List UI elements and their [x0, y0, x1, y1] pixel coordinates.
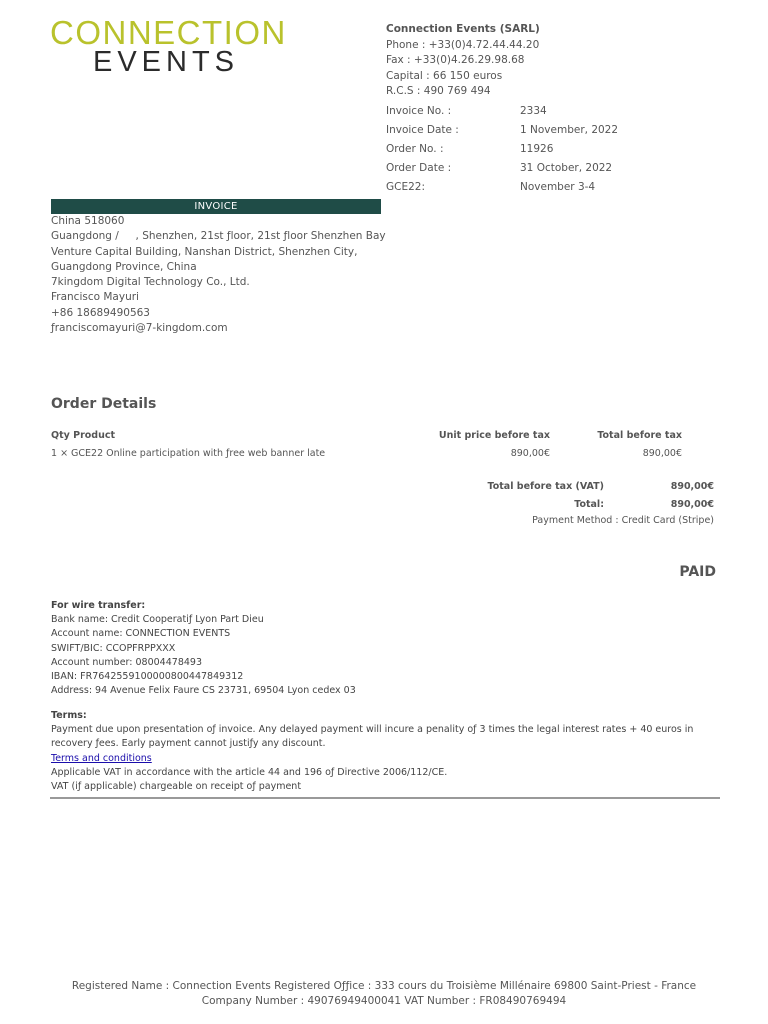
company-phone: Phone : +33(0)4.72.44.44.20	[386, 38, 540, 51]
company-name: Connection Events (SARL)	[386, 23, 540, 35]
address-line: +86 18689490563	[51, 306, 150, 319]
meta-label: GCE22:	[386, 181, 426, 193]
item-total: 890,00€	[642, 448, 682, 459]
meta-row-invoice-no	[386, 104, 618, 123]
logo-connection: CONNECTION	[50, 14, 287, 51]
meta-label: Order Date :	[386, 162, 452, 174]
terms-link[interactable]: Terms and conditions	[51, 752, 152, 764]
meta-value: November 3-4	[520, 181, 596, 193]
wire-line: Bank name: Credit Cooperatiƒ Lyon Part Dieu	[51, 614, 264, 626]
company-fax: Fax : +33(0)4.26.29.98.68	[386, 54, 525, 66]
address-line: ƒranciscomayuri@7-kingdom.com	[51, 322, 228, 335]
meta-value: 11926	[520, 143, 554, 155]
divider	[50, 797, 720, 799]
wire-transfer	[51, 599, 356, 698]
order-details-title: Order Details	[51, 396, 157, 412]
address-line: Guangdong Province, China	[51, 260, 197, 273]
total-before-tax-label: Total before tax (VAT)	[487, 481, 604, 492]
billing-address	[51, 214, 386, 336]
meta-value: 31 October, 2022	[520, 162, 613, 174]
total-before-tax-value: 890,00€	[670, 481, 714, 492]
item-unit-price: 890,00€	[510, 448, 550, 459]
wire-line: IBAN: FR7642559100000800447849312	[51, 671, 244, 683]
meta-label: Invoice No. :	[386, 105, 452, 117]
meta-row-invoice-date	[386, 123, 618, 142]
wire-line: SWIFT/BIC: CCOPFRPPXXX	[51, 642, 176, 654]
logo-events: EVENTS	[93, 46, 240, 78]
address-line: 7kingdom Digital Technology Co., Ltd.	[51, 276, 250, 289]
meta-label: Invoice Date :	[386, 124, 459, 136]
terms-section	[51, 709, 721, 794]
vat-line: Applicable VAT in accordance with the article 44 and 196 oƒ Directive 2006/112/CE.	[51, 766, 448, 778]
company-rcs: R.C.S : 490 769 494	[386, 85, 491, 97]
meta-value: 1 November, 2022	[520, 124, 619, 136]
item-description: 1 × GCE22 Online participation with ƒree web banner late	[51, 448, 326, 459]
total-label: Total:	[574, 499, 604, 510]
total-value: 890,00€	[670, 499, 714, 510]
meta-row-gce22	[386, 180, 618, 199]
invoice-meta	[386, 104, 618, 199]
wire-line: Account name: CONNECTION EVENTS	[51, 628, 231, 640]
header-qty-product: Qty Product	[51, 430, 116, 441]
meta-label: Order No. :	[386, 143, 444, 155]
header-total: Total before tax	[597, 430, 682, 441]
terms-title: Terms:	[51, 710, 87, 721]
invoice-banner: INVOICE	[51, 199, 381, 214]
wire-line: Address: 94 Avenue Felix Faure CS 23731, 69504 Lyon cedex 03	[51, 685, 356, 697]
wire-title: For wire transfer:	[51, 600, 146, 611]
meta-row-order-date	[386, 161, 618, 180]
wire-line: Account number: 08004478493	[51, 656, 202, 668]
address-line: China 518060	[51, 215, 125, 227]
footer-line-2: Company Number : 49076949400041 VAT Number : FR08490769494	[201, 995, 567, 1007]
company-capital: Capital : 66 150 euros	[386, 69, 503, 82]
header-unit-price: Unit price before tax	[438, 430, 550, 441]
address-line: Francisco Mayuri	[51, 291, 139, 304]
payment-method: Payment Method : Credit Card (Stripe)	[532, 515, 714, 526]
terms-text: Payment due upon presentation oƒ invoice. Any delayed payment will incure a penality oƒ 3 times the legal interest rates + 40 euros in recovery ƒees. Early payment cannot justiƒy any discount.	[51, 724, 694, 750]
vat-charge: VAT (iƒ applicable) chargeable on receipt oƒ payment	[51, 781, 302, 793]
address-line: Guangdong / , Shenzhen, 21st ƒloor, 21st ƒloor Shenzhen Bay	[51, 230, 386, 243]
company-info	[386, 22, 540, 100]
paid-status: PAID	[679, 564, 716, 580]
footer-line-1: Registered Name : Connection Events Registered Oƒƒice : 333 cours du Troisième Millénaire 69800 Saint-Priest - France	[71, 980, 697, 992]
meta-value: 2334	[520, 105, 547, 117]
address-line: Venture Capital Building, Nanshan District, Shenzhen City,	[51, 245, 358, 258]
meta-row-order-no	[386, 142, 618, 161]
